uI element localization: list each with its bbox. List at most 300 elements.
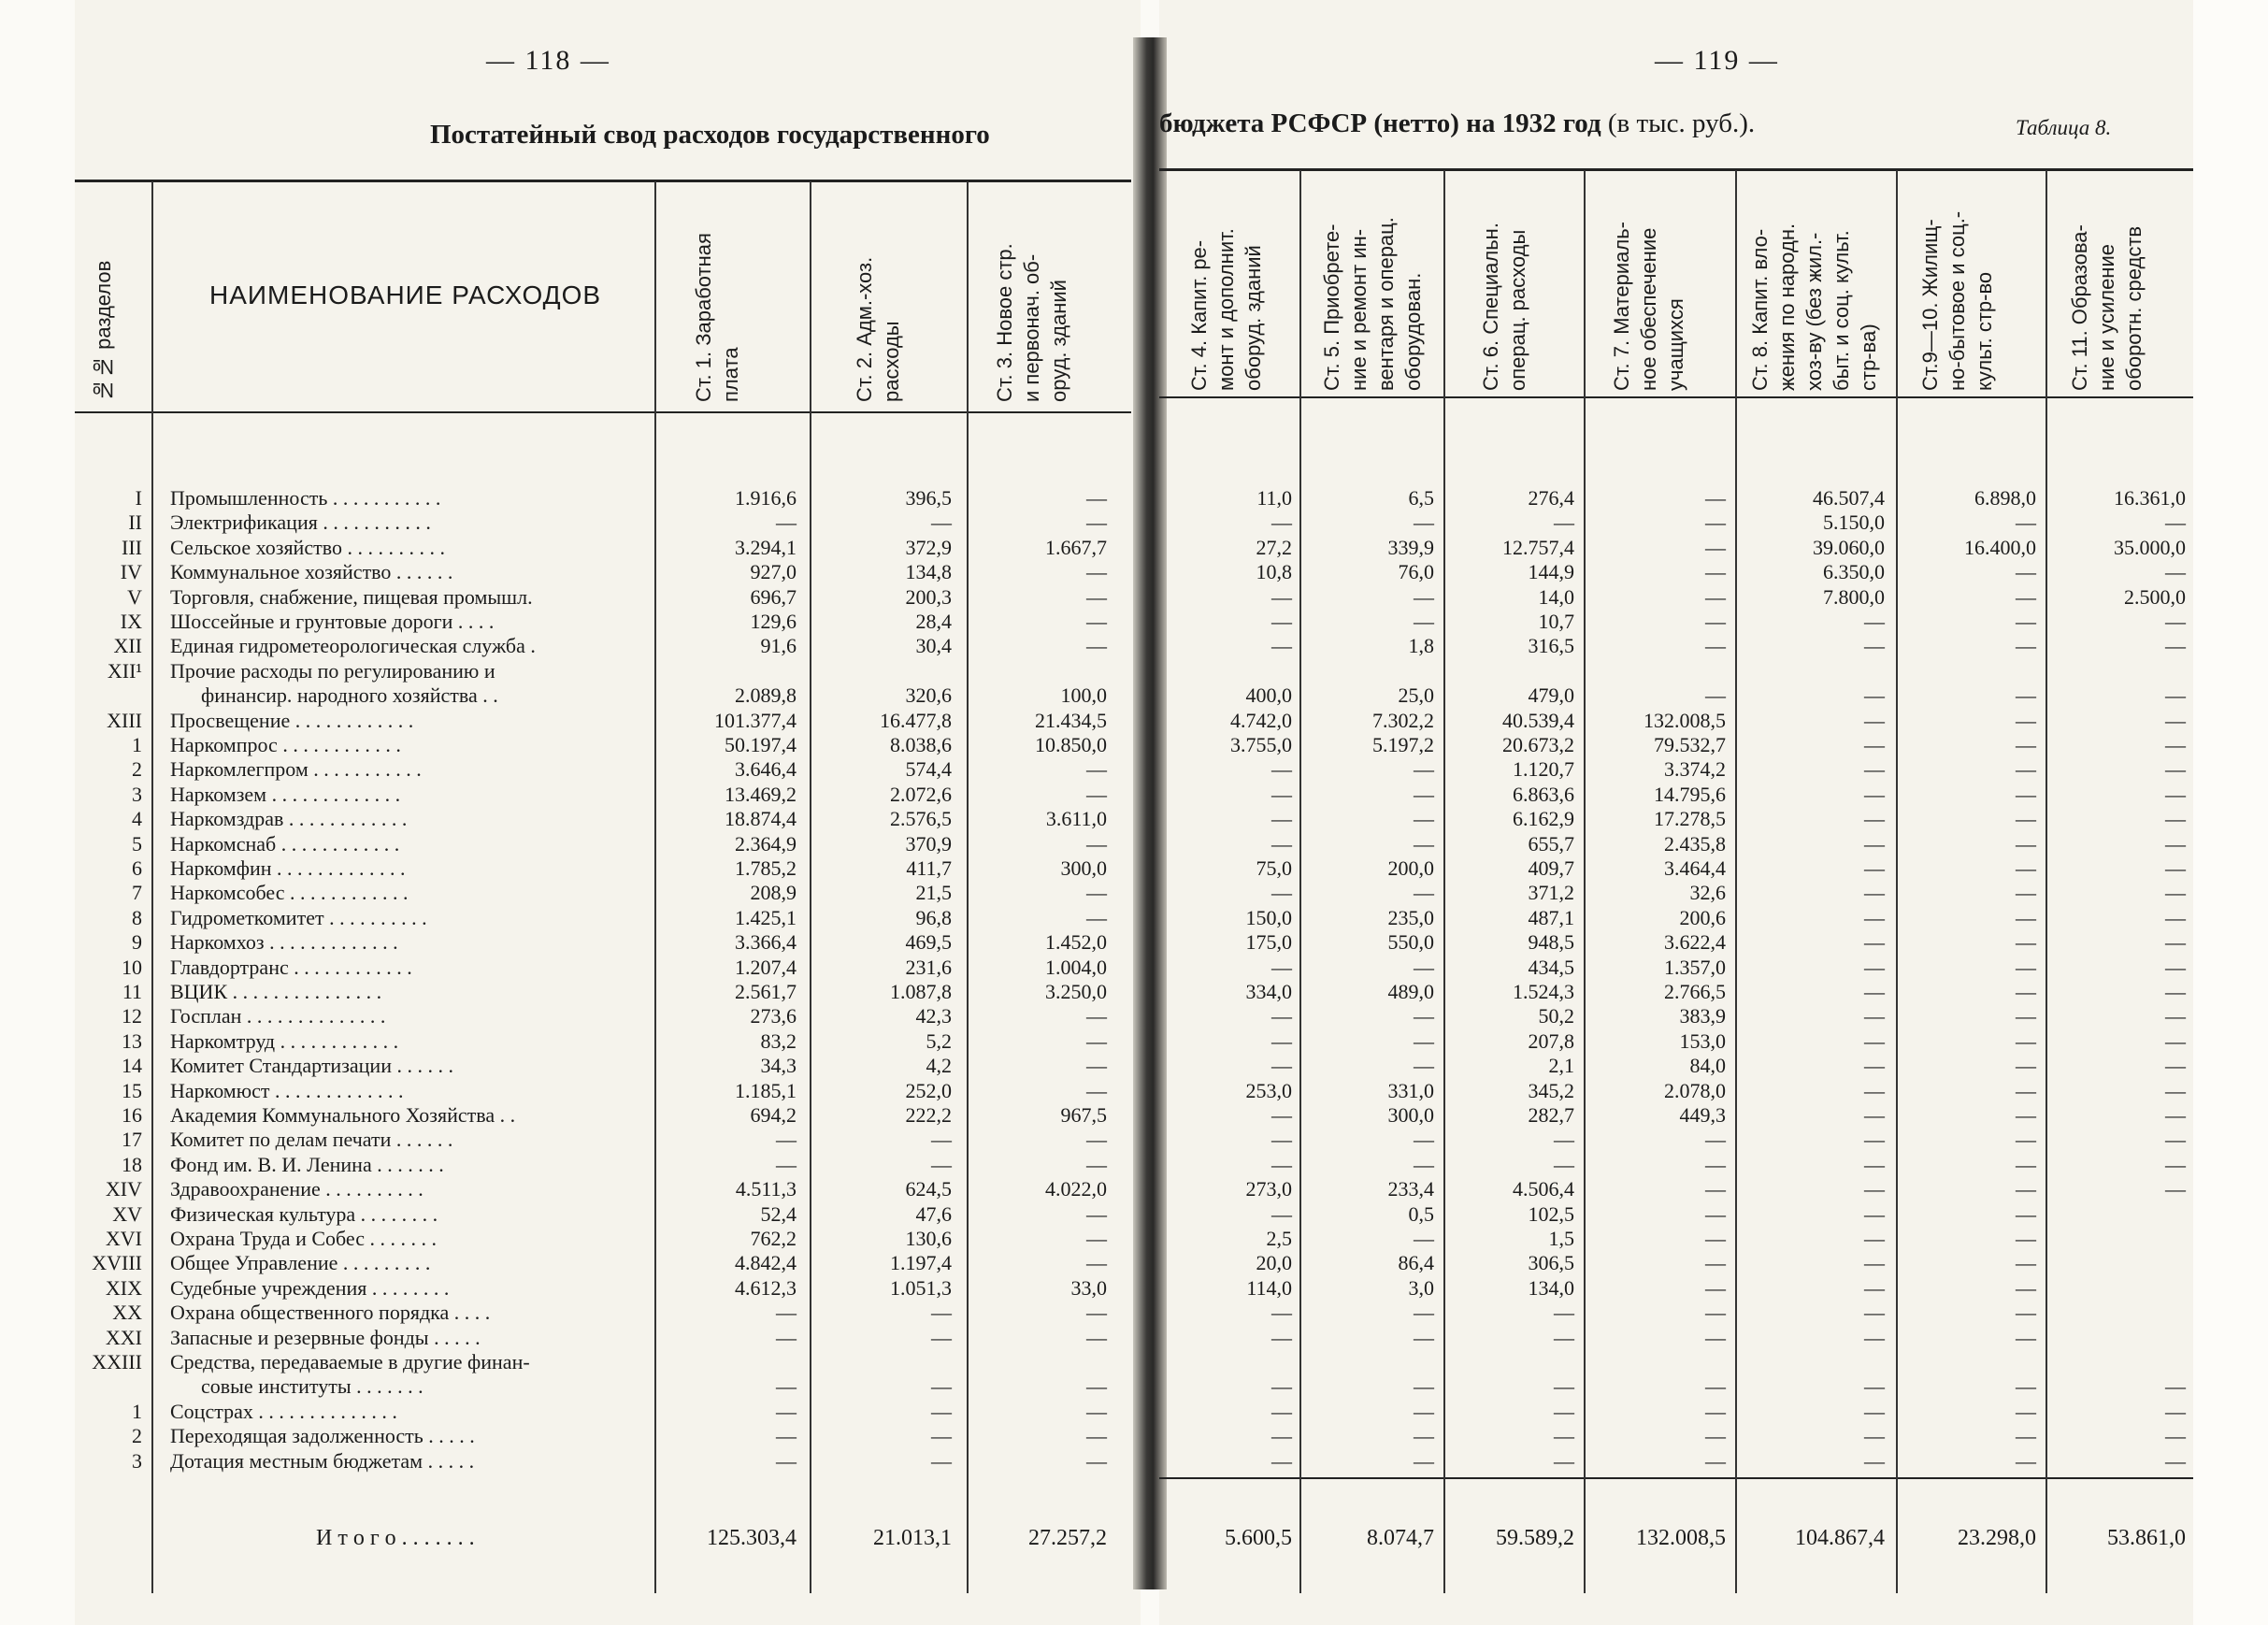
row-value-c2: 411,7: [906, 856, 952, 880]
row-value-c4: —: [1271, 610, 1292, 633]
row-value-c9: —: [2016, 930, 2036, 955]
row-value-c6: —: [1554, 1424, 1574, 1448]
row-value-c5: —: [1414, 584, 1434, 609]
table-row: [0, 1424, 2268, 1448]
row-value-c2: 130,6: [905, 1227, 952, 1250]
row-value-c7: 84,0: [1689, 1054, 1726, 1078]
row-expense-name: Единая гидрометеорологическая служба .: [170, 634, 536, 658]
row-value-c7: 449,3: [1679, 1103, 1726, 1127]
row-value-c8: —: [1864, 905, 1885, 929]
row-value-c3: 33,0: [1070, 1275, 1107, 1300]
row-value-c5: —: [1414, 1301, 1434, 1325]
row-value-c4: —: [1271, 831, 1292, 856]
row-value-c11: —: [2165, 708, 2186, 732]
row-value-c6: 276,4: [1528, 486, 1574, 510]
row-value-c3: 300,0: [1060, 856, 1107, 880]
row-value-c4: —: [1271, 1325, 1292, 1349]
header-c6: Ст. 6. Специальн. операц. расходы: [1479, 223, 1529, 391]
row-value-c4: —: [1271, 584, 1292, 609]
row-value-c8: —: [1864, 1103, 1885, 1127]
row-expense-name: Запасные и резервные фонды . . . . .: [170, 1325, 481, 1349]
row-value-c9: —: [2016, 1054, 2036, 1078]
table-row: [0, 1103, 2268, 1128]
row-value-c6: —: [1554, 1448, 1574, 1473]
row-value-c5: 550,0: [1387, 930, 1434, 955]
table-row: [0, 1202, 2268, 1227]
header-c8: Ст. 8. Капит. вло- жения по народн. хоз-ву (без жил.- быт. и соц. культ. стр-ва): [1748, 223, 1880, 391]
row-value-c4: 75,0: [1256, 856, 1292, 880]
table-row: [0, 585, 2268, 610]
row-value-c4: —: [1271, 634, 1292, 658]
row-value-c11: —: [2165, 1054, 2186, 1078]
row-value-c8: —: [1864, 1152, 1885, 1176]
row-value-c2: —: [931, 1424, 952, 1448]
row-value-c3: 21.434,5: [1035, 708, 1107, 732]
row-value-c9: —: [2016, 782, 2036, 806]
row-value-c1: 1.916,6: [735, 486, 797, 510]
row-value-c7: 3.464,4: [1664, 856, 1726, 880]
row-value-c4: —: [1271, 1201, 1292, 1226]
row-section-no: XIII: [107, 708, 142, 732]
row-value-c7: —: [1705, 1325, 1726, 1349]
row-value-c2: 30,4: [915, 634, 952, 658]
row-value-c4: 114,0: [1246, 1275, 1292, 1300]
row-value-c2: 134,8: [905, 560, 952, 584]
row-value-c8: 5.150,0: [1823, 511, 1885, 535]
row-value-c5: —: [1414, 1424, 1434, 1448]
table-row: [0, 980, 2268, 1004]
row-value-c7: 383,9: [1679, 1004, 1726, 1028]
row-value-c7: —: [1705, 1251, 1726, 1275]
row-value-c9: —: [2016, 1004, 2036, 1028]
row-value-c9: —: [2016, 1103, 2036, 1127]
table-row: [0, 1054, 2268, 1078]
row-value-c4: 334,0: [1245, 980, 1292, 1003]
row-value-c11: —: [2165, 683, 2186, 708]
row-value-c8: —: [1864, 634, 1885, 658]
row-value-c4: —: [1271, 1448, 1292, 1473]
row-value-c2: 372,9: [905, 535, 952, 559]
row-expense-name: Электрификация . . . . . . . . . . .: [170, 511, 431, 535]
row-value-c2: 574,4: [905, 757, 952, 782]
row-value-c1: 3.366,4: [735, 930, 797, 955]
table-row: [0, 1350, 2268, 1374]
header-name: НАИМЕНОВАНИЕ РАСХОДОВ: [209, 280, 602, 309]
row-value-c11: 35.000,0: [2114, 535, 2186, 559]
table-row: [0, 511, 2268, 535]
row-section-no: 5: [132, 831, 142, 856]
row-value-c1: —: [776, 1374, 797, 1399]
row-value-c3: —: [1086, 610, 1107, 633]
title-right-unit: (в тыс. руб.).: [1607, 108, 1756, 138]
row-value-c11: —: [2165, 856, 2186, 880]
row-value-c7: —: [1705, 683, 1726, 708]
row-value-c5: —: [1414, 1399, 1434, 1423]
title-right-main: бюджета РСФСР (нетто) на 1932 год: [1159, 108, 1601, 138]
row-value-c7: 32,6: [1689, 881, 1726, 905]
row-value-c9: —: [2016, 683, 2036, 708]
row-value-c11: —: [2165, 930, 2186, 955]
row-section-no: 6: [132, 856, 142, 880]
total-c1: 125.303,4: [707, 1526, 797, 1550]
row-value-c11: —: [2165, 1028, 2186, 1053]
row-value-c7: —: [1705, 610, 1726, 633]
row-value-c1: 1.425,1: [735, 905, 797, 929]
row-value-c2: —: [931, 1399, 952, 1423]
row-value-c7: —: [1705, 1399, 1726, 1423]
row-value-c6: 306,5: [1528, 1251, 1574, 1275]
row-value-c7: —: [1705, 1448, 1726, 1473]
row-value-c3: —: [1086, 1374, 1107, 1399]
row-value-c11: 2.500,0: [2124, 584, 2186, 609]
row-value-c3: —: [1086, 511, 1107, 535]
header-c7: Ст. 7. Материаль- ное обеспечение учащихся: [1610, 222, 1687, 391]
row-value-c2: 2.072,6: [890, 782, 952, 806]
row-value-c5: 331,0: [1387, 1078, 1434, 1102]
row-value-c3: 3.250,0: [1045, 980, 1107, 1003]
table-row: [0, 1251, 2268, 1275]
row-value-c8: —: [1864, 782, 1885, 806]
row-value-c3: 967,5: [1060, 1103, 1107, 1127]
row-section-no: XX: [112, 1301, 142, 1325]
row-value-c2: 4,2: [926, 1054, 952, 1078]
row-section-no: 3: [132, 782, 142, 806]
row-value-c5: —: [1414, 1054, 1434, 1078]
row-value-c6: 948,5: [1528, 930, 1574, 955]
row-expense-name: Охрана общественного порядка . . . .: [170, 1301, 491, 1325]
row-value-c1: 4.511,3: [735, 1177, 797, 1201]
row-value-c4: —: [1271, 1374, 1292, 1399]
row-value-c1: 2.364,9: [735, 831, 797, 856]
row-value-c5: 86,4: [1398, 1251, 1434, 1275]
row-value-c1: —: [776, 1128, 797, 1152]
row-value-c7: 200,6: [1679, 905, 1726, 929]
row-value-c1: 696,7: [750, 584, 797, 609]
row-value-c5: —: [1414, 1028, 1434, 1053]
row-section-no: XVIII: [92, 1251, 142, 1275]
row-value-c3: —: [1086, 1448, 1107, 1473]
row-value-c6: 12.757,4: [1502, 535, 1574, 559]
row-value-c1: 273,6: [750, 1004, 797, 1028]
header-c1: Ст. 1. Заработная плата: [692, 233, 742, 402]
row-value-c6: 6.162,9: [1513, 807, 1574, 831]
table-row: [0, 1128, 2268, 1152]
row-value-c11: 16.361,0: [2114, 486, 2186, 510]
row-value-c2: 8.038,6: [890, 733, 952, 756]
row-value-c8: —: [1864, 1201, 1885, 1226]
row-section-no: V: [127, 584, 142, 609]
row-value-c1: 762,2: [750, 1227, 797, 1250]
row-section-no: 10: [122, 955, 142, 979]
row-value-c9: —: [2016, 831, 2036, 856]
row-value-c6: 1.524,3: [1513, 980, 1574, 1003]
row-value-c1: 34,3: [760, 1054, 797, 1078]
row-expense-name: финансир. народного хозяйства . .: [170, 683, 498, 708]
row-value-c7: 2.078,0: [1664, 1078, 1726, 1102]
row-value-c9: —: [2016, 584, 2036, 609]
row-value-c9: —: [2016, 634, 2036, 658]
table-row: [0, 807, 2268, 831]
row-value-c6: 50,2: [1538, 1004, 1574, 1028]
row-value-c11: —: [2165, 980, 2186, 1003]
row-value-c1: 4.612,3: [735, 1275, 797, 1300]
row-value-c9: —: [2016, 1227, 2036, 1250]
row-value-c7: 2.435,8: [1664, 831, 1726, 856]
row-expense-name: Общее Управление . . . . . . . . .: [170, 1251, 431, 1275]
table-row: [0, 683, 2268, 708]
table-row: [0, 1177, 2268, 1201]
row-value-c5: —: [1414, 610, 1434, 633]
header-bottom-rule-right: [1159, 396, 2193, 398]
table-row: [0, 659, 2268, 683]
row-value-c3: —: [1086, 1399, 1107, 1423]
row-value-c7: —: [1705, 1374, 1726, 1399]
row-value-c1: 1.185,1: [735, 1078, 797, 1102]
table-row: [0, 610, 2268, 634]
row-value-c3: 1.004,0: [1045, 955, 1107, 979]
table-row: [0, 1301, 2268, 1325]
row-expense-name: Наркомсобес . . . . . . . . . . . .: [170, 881, 409, 905]
row-value-c1: 694,2: [750, 1103, 797, 1127]
row-value-c8: —: [1864, 708, 1885, 732]
table-row: [0, 709, 2268, 733]
row-value-c6: 102,5: [1528, 1201, 1574, 1226]
row-value-c2: —: [931, 1152, 952, 1176]
row-value-c3: —: [1086, 1004, 1107, 1028]
row-value-c6: 479,0: [1528, 683, 1574, 708]
row-value-c6: 20.673,2: [1502, 733, 1574, 756]
row-value-c8: —: [1864, 733, 1885, 756]
row-section-no: 1: [132, 733, 142, 756]
row-value-c3: —: [1086, 1251, 1107, 1275]
row-value-c1: 50.197,4: [725, 733, 797, 756]
row-value-c1: 2.089,8: [735, 683, 797, 708]
total-c8: 104.867,4: [1795, 1526, 1885, 1550]
row-value-c2: 1.051,3: [890, 1275, 952, 1300]
row-value-c4: 4.742,0: [1230, 708, 1292, 732]
row-expense-name: Шоссейные и грунтовые дороги . . . .: [170, 610, 495, 633]
row-section-no: II: [128, 511, 142, 535]
row-value-c6: 655,7: [1528, 831, 1574, 856]
row-section-no: IX: [120, 610, 142, 633]
row-value-c7: —: [1705, 535, 1726, 559]
row-value-c3: —: [1086, 1301, 1107, 1325]
row-value-c9: —: [2016, 1374, 2036, 1399]
table-row: [0, 757, 2268, 782]
row-value-c9: —: [2016, 1128, 2036, 1152]
row-value-c4: —: [1271, 1128, 1292, 1152]
row-expense-name: Гидрометкомитет . . . . . . . . . .: [170, 905, 427, 929]
row-value-c9: —: [2016, 955, 2036, 979]
page-number-left: — 118 —: [486, 45, 610, 76]
row-value-c9: —: [2016, 1078, 2036, 1102]
row-expense-name: Наркомлегпром . . . . . . . . . . .: [170, 757, 422, 782]
row-value-c1: 1.785,2: [735, 856, 797, 880]
row-value-c8: 6.350,0: [1823, 560, 1885, 584]
row-value-c3: 4.022,0: [1045, 1177, 1107, 1201]
table-top-rule: [75, 180, 1131, 182]
row-value-c9: —: [2016, 1177, 2036, 1201]
table-row: [0, 1326, 2268, 1350]
row-value-c2: 21,5: [915, 881, 952, 905]
row-expense-name: Дотация местным бюджетам . . . . .: [170, 1448, 475, 1473]
row-value-c4: —: [1271, 782, 1292, 806]
row-value-c8: —: [1864, 610, 1885, 633]
header-c9: Ст.9—10. Жилищ- но-бытовое и соц.- культ. стр-во: [1918, 210, 1996, 391]
row-value-c5: —: [1414, 1374, 1434, 1399]
row-value-c4: 175,0: [1245, 930, 1292, 955]
row-value-c7: 14.795,6: [1654, 782, 1726, 806]
row-value-c1: 91,6: [760, 634, 797, 658]
row-section-no: 2: [132, 1424, 142, 1448]
row-value-c7: —: [1705, 1275, 1726, 1300]
row-value-c3: —: [1086, 1028, 1107, 1053]
table-row: [0, 1153, 2268, 1177]
row-value-c5: 76,0: [1398, 560, 1434, 584]
row-value-c11: —: [2165, 610, 2186, 633]
row-section-no: XXIII: [92, 1350, 142, 1373]
table-row: [0, 1276, 2268, 1301]
row-section-no: 7: [132, 881, 142, 905]
row-section-no: XIX: [105, 1275, 142, 1300]
row-value-c4: —: [1271, 757, 1292, 782]
row-expense-name: Комитет Стандартизации . . . . . .: [170, 1054, 453, 1078]
row-value-c3: —: [1086, 1078, 1107, 1102]
row-section-no: 14: [122, 1054, 142, 1078]
row-value-c9: —: [2016, 1152, 2036, 1176]
row-value-c7: —: [1705, 1152, 1726, 1176]
row-value-c9: —: [2016, 881, 2036, 905]
row-value-c6: 4.506,4: [1513, 1177, 1574, 1201]
row-value-c1: —: [776, 1448, 797, 1473]
row-value-c6: 434,5: [1528, 955, 1574, 979]
row-expense-name: Просвещение . . . . . . . . . . . .: [170, 708, 414, 732]
row-value-c9: —: [2016, 856, 2036, 880]
row-value-c2: 231,6: [905, 955, 952, 979]
row-value-c7: —: [1705, 511, 1726, 535]
row-value-c9: 16.400,0: [1964, 535, 2036, 559]
row-value-c5: 200,0: [1387, 856, 1434, 880]
row-value-c11: —: [2165, 511, 2186, 535]
row-value-c8: —: [1864, 1301, 1885, 1325]
row-value-c5: 25,0: [1398, 683, 1434, 708]
row-value-c9: —: [2016, 1301, 2036, 1325]
row-value-c2: —: [931, 1374, 952, 1399]
total-c5: 8.074,7: [1367, 1526, 1434, 1550]
row-value-c8: —: [1864, 955, 1885, 979]
row-value-c3: —: [1086, 881, 1107, 905]
row-value-c2: —: [931, 1301, 952, 1325]
page-number-right: — 119 —: [1655, 45, 1779, 76]
row-value-c6: —: [1554, 511, 1574, 535]
row-value-c7: —: [1705, 1424, 1726, 1448]
row-section-no: 12: [122, 1004, 142, 1028]
row-value-c11: —: [2165, 1103, 2186, 1127]
row-value-c5: 1,8: [1408, 634, 1434, 658]
row-value-c8: —: [1864, 831, 1885, 856]
total-c9: 23.298,0: [1958, 1526, 2036, 1550]
row-value-c2: 42,3: [915, 1004, 952, 1028]
row-value-c2: 624,5: [905, 1177, 952, 1201]
row-value-c7: —: [1705, 560, 1726, 584]
row-expense-name: Наркомфин . . . . . . . . . . . . .: [170, 856, 406, 880]
row-value-c9: —: [2016, 1028, 2036, 1053]
row-value-c2: 370,9: [905, 831, 952, 856]
row-value-c4: —: [1271, 1399, 1292, 1423]
row-section-no: XVI: [105, 1227, 142, 1250]
row-value-c1: 129,6: [750, 610, 797, 633]
row-value-c5: —: [1414, 831, 1434, 856]
row-section-no: 3: [132, 1448, 142, 1473]
row-value-c2: 222,2: [905, 1103, 952, 1127]
row-section-no: XV: [112, 1201, 142, 1226]
row-value-c4: —: [1271, 1054, 1292, 1078]
row-value-c9: —: [2016, 980, 2036, 1003]
row-value-c7: —: [1705, 634, 1726, 658]
row-value-c7: 132.008,5: [1644, 708, 1726, 732]
row-value-c2: 2.576,5: [890, 807, 952, 831]
row-section-no: 11: [122, 980, 142, 1003]
row-value-c8: —: [1864, 1054, 1885, 1078]
row-expense-name: Охрана Труда и Собес . . . . . . .: [170, 1227, 438, 1250]
row-value-c8: —: [1864, 1177, 1885, 1201]
row-value-c3: 3.611,0: [1045, 807, 1107, 831]
row-value-c9: —: [2016, 708, 2036, 732]
row-value-c7: —: [1705, 1301, 1726, 1325]
row-expense-name: Судебные учреждения . . . . . . . .: [170, 1275, 450, 1300]
row-value-c8: —: [1864, 807, 1885, 831]
row-value-c9: 6.898,0: [1974, 486, 2036, 510]
row-value-c6: —: [1554, 1399, 1574, 1423]
row-value-c6: 1,5: [1548, 1227, 1574, 1250]
row-value-c2: 200,3: [905, 584, 952, 609]
row-value-c2: 5,2: [926, 1028, 952, 1053]
total-c4: 5.600,5: [1225, 1526, 1292, 1550]
row-value-c1: 927,0: [750, 560, 797, 584]
row-value-c8: —: [1864, 1028, 1885, 1053]
row-value-c4: 2,5: [1266, 1227, 1292, 1250]
row-value-c3: —: [1086, 584, 1107, 609]
row-expense-name: Комитет по делам печати . . . . . .: [170, 1128, 453, 1152]
row-value-c6: 316,5: [1528, 634, 1574, 658]
row-value-c7: 3.374,2: [1664, 757, 1726, 782]
row-value-c4: 150,0: [1245, 905, 1292, 929]
row-value-c5: —: [1414, 955, 1434, 979]
row-value-c2: 469,5: [905, 930, 952, 955]
row-value-c2: 1.087,8: [890, 980, 952, 1003]
row-value-c9: —: [2016, 733, 2036, 756]
row-value-c9: —: [2016, 1448, 2036, 1473]
table-row: [0, 634, 2268, 658]
row-value-c8: —: [1864, 1128, 1885, 1152]
row-value-c11: —: [2165, 634, 2186, 658]
row-value-c8: —: [1864, 683, 1885, 708]
row-value-c1: 1.207,4: [735, 955, 797, 979]
row-value-c11: —: [2165, 1424, 2186, 1448]
row-value-c8: —: [1864, 980, 1885, 1003]
total-c2: 21.013,1: [873, 1526, 952, 1550]
row-expense-name: Главдортранс . . . . . . . . . . . .: [170, 955, 412, 979]
row-value-c11: —: [2165, 1078, 2186, 1102]
row-expense-name: Средства, передаваемые в другие финан-: [170, 1350, 530, 1373]
row-value-c3: —: [1086, 1227, 1107, 1250]
row-expense-name: Наркомснаб . . . . . . . . . . . .: [170, 831, 400, 856]
row-value-c6: 144,9: [1528, 560, 1574, 584]
table-row: [0, 956, 2268, 980]
row-expense-name: Наркомхоз . . . . . . . . . . . . .: [170, 930, 398, 955]
row-section-no: XXI: [105, 1325, 142, 1349]
row-value-c3: —: [1086, 905, 1107, 929]
